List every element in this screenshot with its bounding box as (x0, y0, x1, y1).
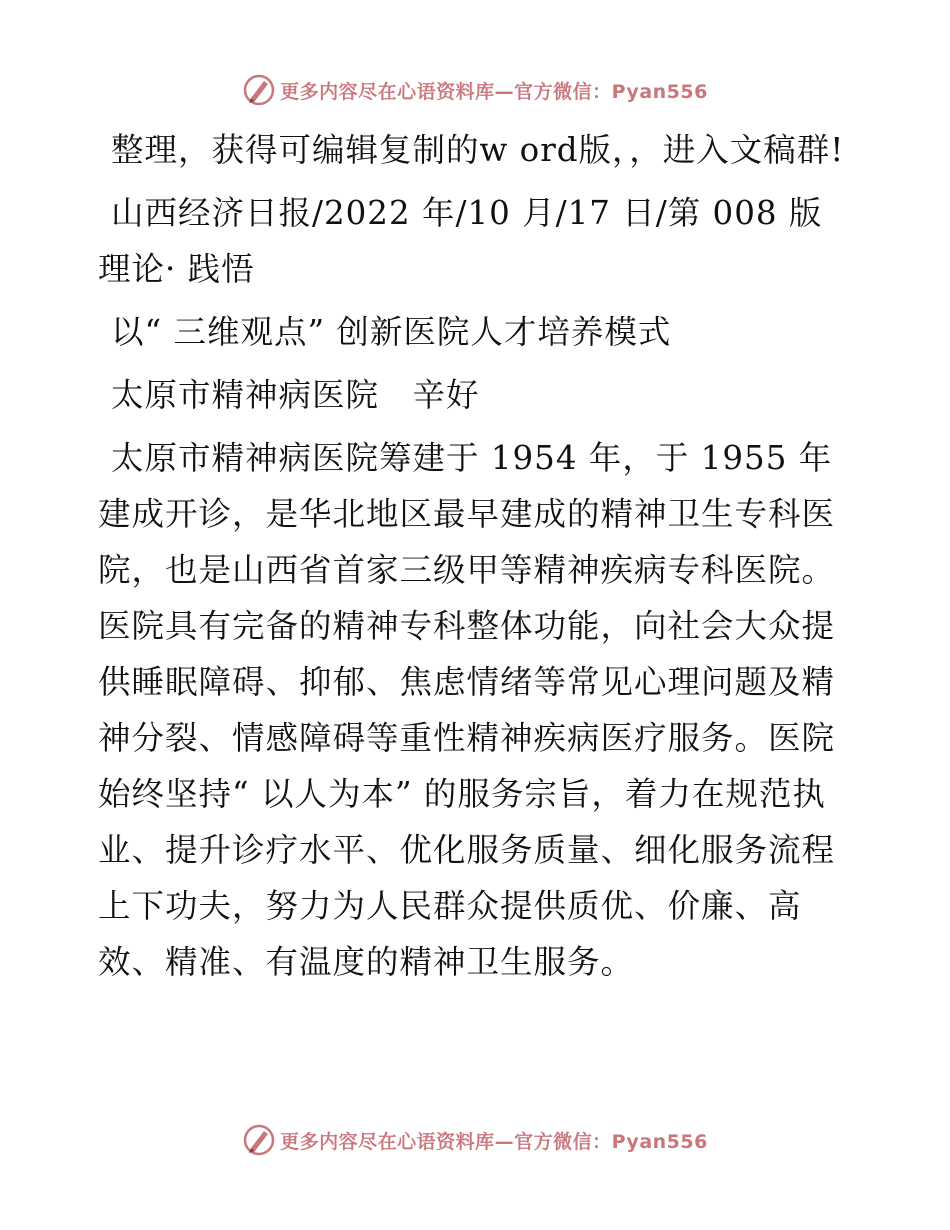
intro-text: 整理，获得可编辑复制的w ord版，，进入文稿群! (111, 131, 845, 169)
pen-in-circle-icon (242, 73, 276, 107)
pen-in-circle-icon (242, 1123, 276, 1157)
footer-banner (0, 1122, 950, 1158)
banner-text: 更多内容尽在心语资料库—官方微信：Pyan556 (280, 1130, 708, 1153)
body-paragraph: 太原市精神病医院筹建于 1954 年，于 1955 年建成开诊，是华北地区最早建成的精神卫生专科医院，也是山西省首家三级甲等精神疾病专科医院。医院具有完备的精神专科整体功能，向社会大众提供睡眠障碍、抑郁、焦虑情绪等常见心理问题及精神分裂、情感障碍等重性精神疾病医疗服务。医院始终坚持“ 以人为本” 的服务宗旨，着力在规范执业、提升诊疗水平、优化服务质量、细化服务流程上下功夫，努力为人民群众提供质优、价廉、高效、精准、有温度的精神卫生服务。 (98, 439, 836, 981)
source-line: 山西经济日报/2022 年/10 月/17 日/第 008 版理论· 践悟 (98, 194, 823, 288)
article-title: 以“ 三维观点” 创新医院人才培养模式 (111, 313, 672, 351)
author-line: 太原市精神病医院 辛好 (111, 376, 480, 414)
document-body (98, 122, 850, 1000)
banner-text: 更多内容尽在心语资料库—官方微信：Pyan556 (280, 80, 708, 103)
header-banner (0, 72, 950, 108)
